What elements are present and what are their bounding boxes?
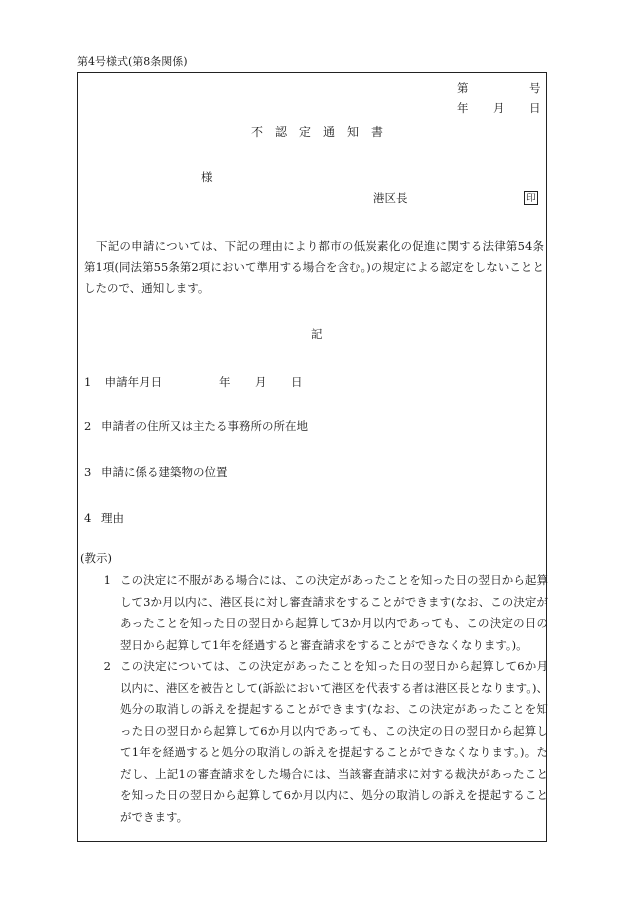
document-number-row	[0, 83, 630, 97]
note-item	[84, 656, 548, 828]
item-application-date	[84, 374, 303, 390]
issue-year-label: 年	[457, 101, 469, 115]
ki-heading: 記	[311, 327, 323, 341]
item-applicant-address	[84, 418, 308, 434]
issue-month-label: 月	[493, 101, 505, 115]
item-month-label: 月	[255, 375, 267, 389]
item-number: 3	[84, 465, 92, 479]
item-reason	[84, 510, 124, 526]
item-number: 1	[84, 375, 92, 389]
issue-date-row	[0, 103, 630, 117]
addressee-honorific: 様	[201, 170, 213, 184]
body-paragraph: 下記の申請については、下記の理由により都市の低炭素化の促進に関する法律第54条第1項(同法第55条第2項において準用する場合を含む。)の規定による認定をしないこととしたので、通知します。	[84, 239, 544, 295]
seal-mark: 印	[524, 191, 538, 205]
item-label: 申請者の住所又は主たる事務所の所在地	[101, 419, 308, 433]
note-number: 2	[103, 659, 111, 673]
note-item	[84, 570, 548, 656]
note-text: この決定については、この決定があったことを知った日の翌日から起算して6か月以内に、港区を被告として(訴訟において港区を代表する者は港区長となります。)、処分の取消しの訴えを提起することができます(なお、この決定があったことを知った日の翌日から起算して6か月以内であっても、この決定の日の翌日から起算して1年を経過すると処分の取消しの訴えを提起することができなくなります。)。ただし、上記1の審査請求をした場合には、当該審査請求に対する裁決があったことを知った日の翌日から起算して6か月以内に、処分の取消しの訴えを提起することができます。	[120, 659, 548, 824]
form-label: 第4号様式(第8条関係)	[77, 55, 188, 68]
notes-list	[84, 570, 548, 828]
item-day-label: 日	[291, 375, 303, 389]
item-label: 理由	[101, 511, 124, 525]
notes-heading: (教示)	[80, 551, 112, 565]
item-label: 申請年月日	[104, 375, 163, 389]
page-title: 不 認 定 通 知 書	[251, 125, 384, 139]
item-number: 4	[84, 511, 92, 525]
item-label: 申請に係る建築物の位置	[101, 465, 228, 479]
item-year-label: 年	[219, 375, 231, 389]
item-number: 2	[84, 419, 92, 433]
number-suffix: 号	[529, 81, 541, 95]
issue-day-label: 日	[529, 101, 541, 115]
note-number: 1	[103, 573, 111, 587]
sender-name: 港区長	[373, 191, 408, 205]
number-prefix: 第	[457, 81, 469, 95]
item-building-location	[84, 464, 228, 480]
note-text: この決定に不服がある場合には、この決定があったことを知った日の翌日から起算して3か月以内に、港区長に対し審査請求をすることができます(なお、この決定があったことを知った日の翌日から起算して3か月以内であっても、この決定の日の翌日から起算して1年を経過すると審査請求をすることができなくなります。)。	[120, 573, 548, 652]
